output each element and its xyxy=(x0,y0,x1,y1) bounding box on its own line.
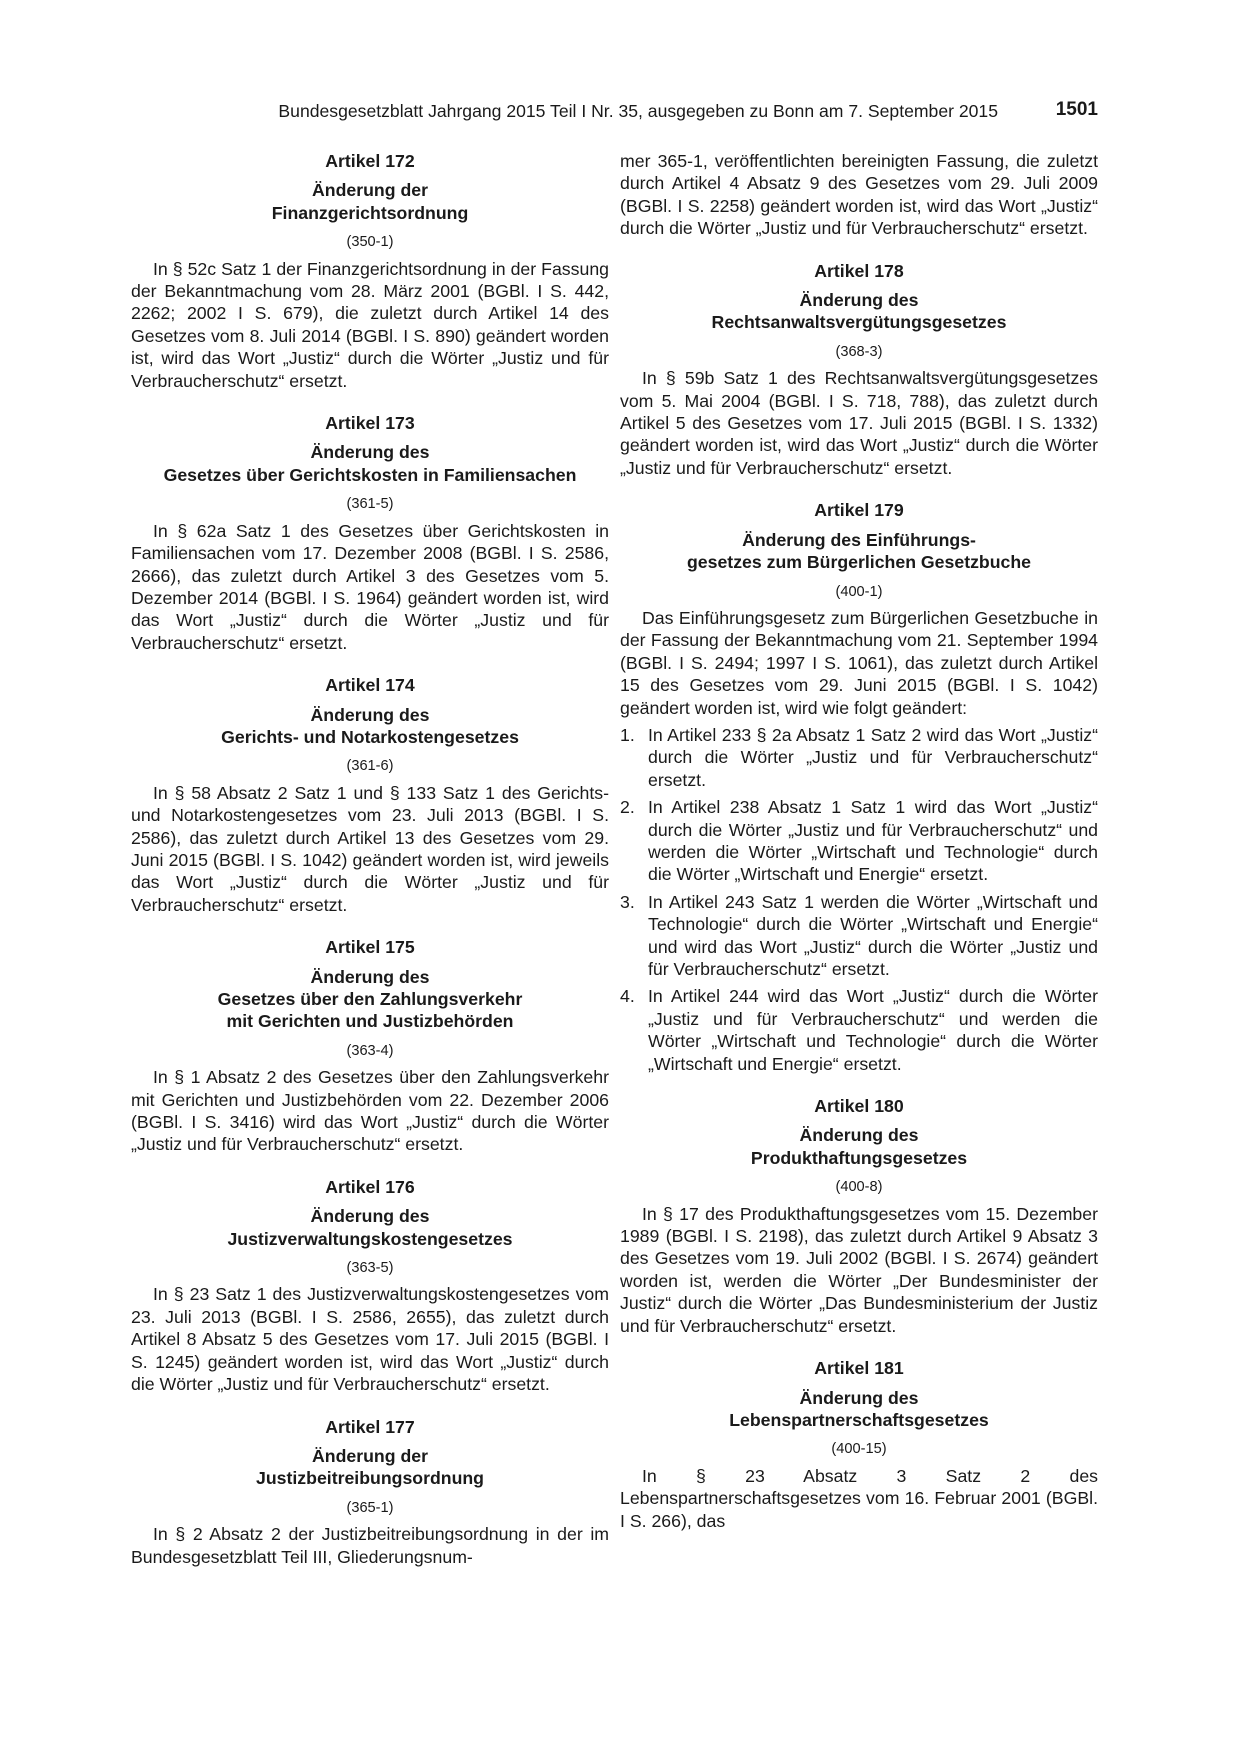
artikel-body: In § 58 Absatz 2 Satz 1 und § 133 Satz 1 des Gerichts- und Notarkostengesetzes vom 23. Juli 2013 (BGBl. I S. 2586), das zuletzt durch Artikel 13 des Gesetzes vom 29. Juni 2015 (BGBl. I S. 1042) geändert worden ist, wird jeweils das Wort „Justiz“ durch die Wörter „Justiz und für Verbraucherschutz“ ersetzt. xyxy=(131,782,609,915)
artikel-175 xyxy=(131,936,609,1156)
artikel-number: Artikel 173 xyxy=(325,413,415,434)
amendment-list xyxy=(620,724,1098,1075)
artikel-body: In § 59b Satz 1 des Rechtsanwaltsvergütungsgesetzes vom 5. Mai 2004 (BGBl. I S. 718, 788), das zuletzt durch Artikel 5 des Gesetzes vom 17. Juli 2015 (BGBl. I S. 1332) geändert worden ist, wird das Wort „Justiz“ durch die Wörter „Justiz und für Verbraucherschutz“ ersetzt. xyxy=(620,368,1098,478)
left-column xyxy=(131,150,609,1588)
artikel-179 xyxy=(620,499,1098,1075)
artikel-title xyxy=(620,289,1098,334)
artikel-code: (400-1) xyxy=(835,583,883,600)
list-item-number: 4. xyxy=(620,986,635,1007)
artikel-title xyxy=(620,1124,1098,1169)
artikel-number: Artikel 174 xyxy=(325,675,415,696)
artikel-code: (363-5) xyxy=(346,1260,394,1277)
artikel-title xyxy=(131,441,609,486)
artikel-number: Artikel 172 xyxy=(325,151,415,171)
list-item xyxy=(620,724,1098,791)
list-item-text: In Artikel 238 Absatz 1 Satz 1 wird das Wort „Justiz“ durch die Wörter „Justiz und für Verbraucherschutz“ und werden die Wörter „Wirtschaft und Technologie“ durch die Wörter „Wirtschaft und Energie“ ersetzt. xyxy=(648,797,1098,885)
artikel-body: In § 1 Absatz 2 des Gesetzes über den Zahlungsverkehr mit Gerichten und Justizbehörden vom 22. Dezember 2006 (BGBl. I S. 3416) wird das Wort „Justiz“ durch die Wörter „Justiz und für Verbraucherschutz“ ersetzt. xyxy=(131,1067,609,1155)
artikel-body: In § 62a Satz 1 des Gesetzes über Gerichtskosten in Familiensachen vom 17. Dezember 2008 (BGBl. I S. 2586, 2666), das zuletzt durch Artikel 3 des Gesetzes vom 5. Dezember 2014 (BGBl. I S. 1964) geändert worden ist, wird das Wort „Justiz“ durch die Wörter „Justiz und für Verbraucherschutz“ ersetzt. xyxy=(131,520,609,653)
artikel-title-line: Gesetzes über Gerichtskosten in Familiensachen xyxy=(163,464,577,485)
artikel-code: (365-1) xyxy=(346,1499,394,1516)
artikel-title-line: Produkthaftungsgesetzes xyxy=(750,1147,968,1168)
artikel-title-line: Gesetzes über den Zahlungsverkehr xyxy=(217,989,523,1009)
page-header xyxy=(240,99,1098,125)
artikel-code: (350-1) xyxy=(346,234,394,251)
artikel-number: Artikel 178 xyxy=(814,260,904,281)
artikel-title-line: Änderung des xyxy=(799,1125,919,1146)
artikel-title-line: Änderung des Einführungs- xyxy=(742,529,976,550)
list-item xyxy=(620,891,1098,981)
artikel-number: Artikel 177 xyxy=(325,1416,415,1437)
artikel-body: Das Einführungsgesetz zum Bürgerlichen Gesetzbuche in der Fassung der Bekanntmachung vom 21. September 1994 (BGBl. I S. 2494; 1997 I S. 1061), das zuletzt durch Artikel 15 des Gesetzes vom 29. Juni 2015 (BGBl. I S. 1042) geändert worden ist, wird wie folgt geändert: xyxy=(620,607,1098,718)
artikel-174 xyxy=(131,674,609,916)
artikel-title-line: Lebenspartnerschaftsgesetzes xyxy=(729,1409,989,1430)
artikel-title-line: Änderung der xyxy=(312,1445,428,1466)
artikel-178 xyxy=(620,260,1098,480)
artikel-title xyxy=(620,1387,1098,1432)
artikel-code: (400-15) xyxy=(831,1441,887,1458)
artikel-number: Artikel 181 xyxy=(814,1358,904,1379)
artikel-number: Artikel 175 xyxy=(325,937,415,958)
artikel-title-line: Änderung der xyxy=(312,180,428,201)
artikel-title-line: Änderung des xyxy=(799,1387,919,1408)
artikel-180 xyxy=(620,1095,1098,1337)
page-number: 1501 xyxy=(1055,99,1098,120)
artikel-title-line: Änderung des xyxy=(310,1206,430,1227)
list-item-text: In Artikel 244 wird das Wort „Justiz“ durch die Wörter „Justiz und für Verbraucherschutz“ und werden die Wörter „Wirtschaft und Technologie“ durch die Wörter „Wirtschaft und Energie“ ersetzt. xyxy=(648,986,1098,1074)
artikel-172 xyxy=(131,150,609,392)
artikel-number: Artikel 176 xyxy=(325,1176,415,1197)
list-item-number: 1. xyxy=(620,724,635,745)
list-item-number: 3. xyxy=(620,891,635,912)
artikel-code: (368-3) xyxy=(835,343,883,360)
artikel-number: Artikel 180 xyxy=(814,1096,904,1117)
list-item-text: In Artikel 243 Satz 1 werden die Wörter „Wirtschaft und Technologie“ durch die Wörter „Wirtschaft und Energie“ und wird das Wort „Justiz“ durch die Wörter „Justiz und für Verbraucherschutz“ ersetzt. xyxy=(648,891,1098,979)
artikel-code: (400-8) xyxy=(835,1179,883,1196)
artikel-title xyxy=(131,966,609,1033)
right-column xyxy=(620,150,1098,1552)
artikel-body: In § 52c Satz 1 der Finanzgerichtsordnung in der Fassung der Bekanntmachung vom 28. März 2001 (BGBl. I S. 442, 2262; 2002 I S. 679), die zuletzt durch Artikel 14 des Gesetzes vom 8. Juli 2014 (BGBl. I S. 890) geändert worden ist, wird das Wort „Justiz“ durch die Wörter „Justiz und für Verbraucherschutz“ ersetzt. xyxy=(131,258,609,391)
artikel-title xyxy=(131,1445,609,1490)
artikel-title xyxy=(131,1205,609,1250)
header-text: Bundesgesetzblatt Jahrgang 2015 Teil I Nr. 35, ausgegeben zu Bonn am 7. September 2015 xyxy=(278,101,998,121)
artikel-title-line: Finanzgerichtsordnung xyxy=(271,202,469,223)
artikel-title-line: Änderung des xyxy=(310,442,430,463)
list-item xyxy=(620,796,1098,886)
artikel-177-continuation xyxy=(620,150,1098,240)
artikel-title-line: Gerichts- und Notarkostengesetzes xyxy=(221,726,519,747)
artikel-177 xyxy=(131,1416,609,1568)
artikel-title-line: Änderung des xyxy=(310,966,430,987)
list-item xyxy=(620,985,1098,1075)
artikel-173 xyxy=(131,412,609,654)
artikel-code: (361-5) xyxy=(346,496,394,513)
artikel-body: In § 23 Absatz 3 Satz 2 des Lebenspartnerschaftsgesetzes vom 16. Februar 2001 (BGBl. I S. 266), das xyxy=(620,1465,1098,1531)
artikel-code: (363-4) xyxy=(346,1042,394,1059)
artikel-number: Artikel 179 xyxy=(814,500,904,521)
artikel-title xyxy=(131,704,609,749)
artikel-body: In § 17 des Produkthaftungsgesetzes vom 15. Dezember 1989 (BGBl. I S. 2198), das zuletzt durch Artikel 9 Absatz 3 des Gesetzes vom 19. Juli 2002 (BGBl. I S. 2674) geändert worden ist, werden die Wörter „Der Bundesminister der Justiz“ durch die Wörter „Das Bundesministerium der Justiz und für Verbraucherschutz“ ersetzt. xyxy=(620,1203,1098,1336)
artikel-title-line: Rechtsanwaltsvergütungsgesetzes xyxy=(711,312,1007,333)
artikel-176 xyxy=(131,1176,609,1396)
artikel-title-line: Justizbeitreibungsordnung xyxy=(256,1468,484,1489)
list-item-number: 2. xyxy=(620,797,635,818)
artikel-title xyxy=(620,529,1098,574)
artikel-title-line: Änderung des xyxy=(799,290,919,311)
artikel-title-line: Justizverwaltungskostengesetzes xyxy=(227,1228,513,1249)
artikel-body: In § 2 Absatz 2 der Justizbeitreibungsordnung in der im Bundesgesetzblatt Teil III, Gliederungsnum- xyxy=(131,1524,609,1567)
artikel-body: In § 23 Satz 1 des Justizverwaltungskostengesetzes vom 23. Juli 2013 (BGBl. I S. 2586, 2655), das zuletzt durch Artikel 8 Absatz 5 des Gesetzes vom 17. Juli 2015 (BGBl. I S. 1245) geändert worden ist, wird das Wort „Justiz“ durch die Wörter „Justiz und für Verbraucherschutz“ ersetzt. xyxy=(131,1284,609,1395)
artikel-body-continuation: mer 365-1, veröffentlichten bereinigten Fassung, die zuletzt durch Artikel 4 Absatz 9 des Gesetzes vom 29. Juli 2009 (BGBl. I S. 2258) geändert worden ist, wird das Wort „Justiz“ durch die Wörter „Justiz und für Verbraucherschutz“ ersetzt. xyxy=(620,151,1098,239)
list-item-text: In Artikel 233 § 2a Absatz 1 Satz 2 wird das Wort „Justiz“ durch die Wörter „Justiz und für Verbraucherschutz“ ersetzt. xyxy=(648,724,1098,790)
artikel-title-line: mit Gerichten und Justizbehörden xyxy=(226,1011,514,1032)
artikel-title-line: Änderung des xyxy=(310,704,430,725)
artikel-title-line: gesetzes zum Bürgerlichen Gesetzbuche xyxy=(686,552,1032,573)
artikel-181 xyxy=(620,1357,1098,1532)
artikel-title xyxy=(131,179,609,224)
artikel-code: (361-6) xyxy=(346,758,394,775)
